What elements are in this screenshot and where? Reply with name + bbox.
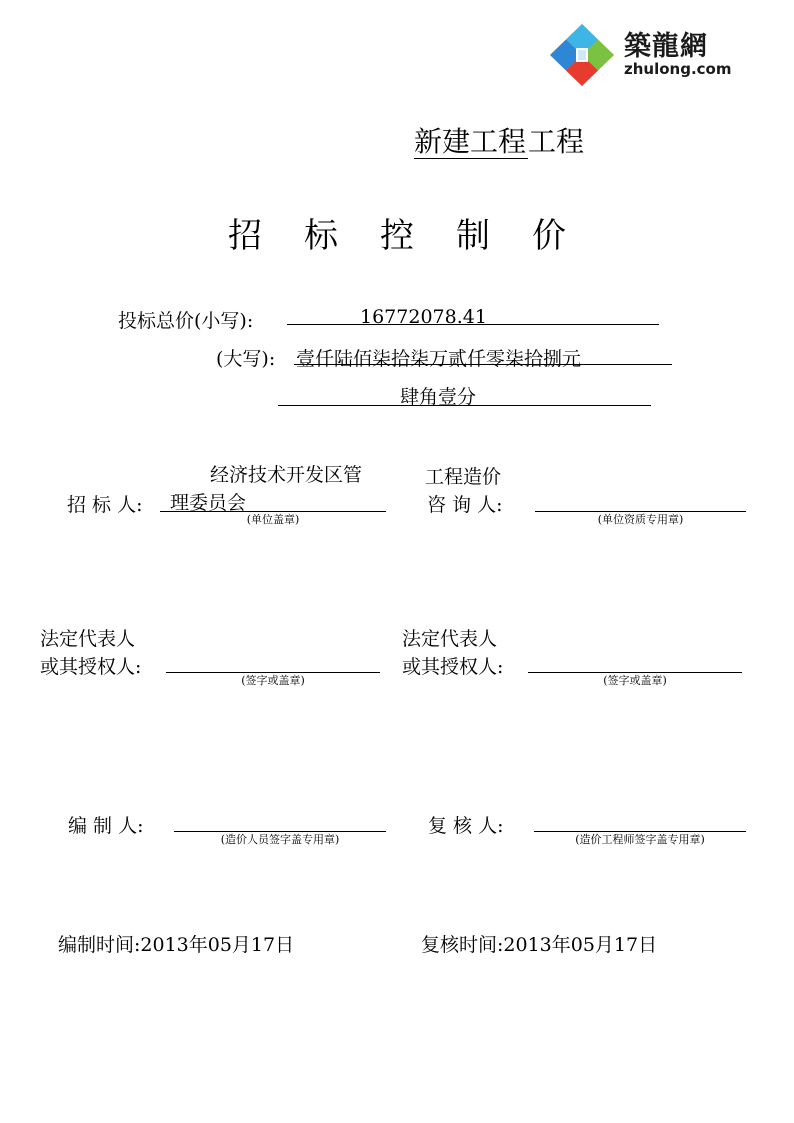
consultant-value: 工程造价 [425,466,502,488]
title-char: 控 [380,216,414,256]
price-big-value-line1: 壹仟陆佰柒拾柒万贰仟零柒拾捌元 [296,348,582,370]
logo-url: zhulong.com [624,60,732,78]
price-big-value-line2: 肆角壹分 [400,386,477,408]
reviewer-note: (造价工程师签字盖专用章) [575,833,705,846]
project-name-value: 新建工程 [414,125,527,158]
tenderer-note: (单位盖章) [246,513,300,526]
zhulong-logo [544,18,736,92]
project-name [414,120,584,160]
legal-left-label-line2: 或其授权人: [40,656,142,678]
price-big-line1 [294,364,672,365]
review-date: 复核时间:2013年05月17日 [421,934,658,956]
compile-date: 编制时间:2013年05月17日 [58,934,295,956]
compiler-label: 编 制 人: [68,815,144,837]
legal-right-label-line1: 法定代表人 [402,628,498,650]
consultant-note: (单位资质专用章) [597,513,684,526]
project-name-suffix: 工程 [528,125,585,158]
price-small-label: 投标总价(小写): [118,310,254,332]
reviewer-label: 复 核 人: [428,815,504,837]
compiler-note: (造价人员签字盖专用章) [220,833,340,846]
price-small-line [287,324,659,325]
logo-icon [544,18,620,92]
title-char: 标 [304,216,338,256]
logo-name: 築龍網 [624,31,708,62]
consultant-label: 咨 询 人: [427,494,503,516]
page-title [0,208,794,257]
legal-left-label-line1: 法定代表人 [40,628,136,650]
tenderer-label: 招 标 人: [67,494,143,516]
legal-right-note: (签字或盖章) [603,674,667,687]
price-big-label: (大写): [216,348,276,370]
legal-left-note: (签字或盖章) [241,674,305,687]
price-small-value: 16772078.41 [360,306,487,328]
title-char: 制 [456,216,490,256]
legal-right-label-line2: 或其授权人: [402,656,504,678]
title-char: 价 [532,216,566,256]
tenderer-value-line2: 理委员会 [170,492,247,514]
price-big-line2 [278,405,651,406]
tenderer-value-line1: 经济技术开发区管 [210,464,363,486]
title-char: 招 [228,216,262,256]
